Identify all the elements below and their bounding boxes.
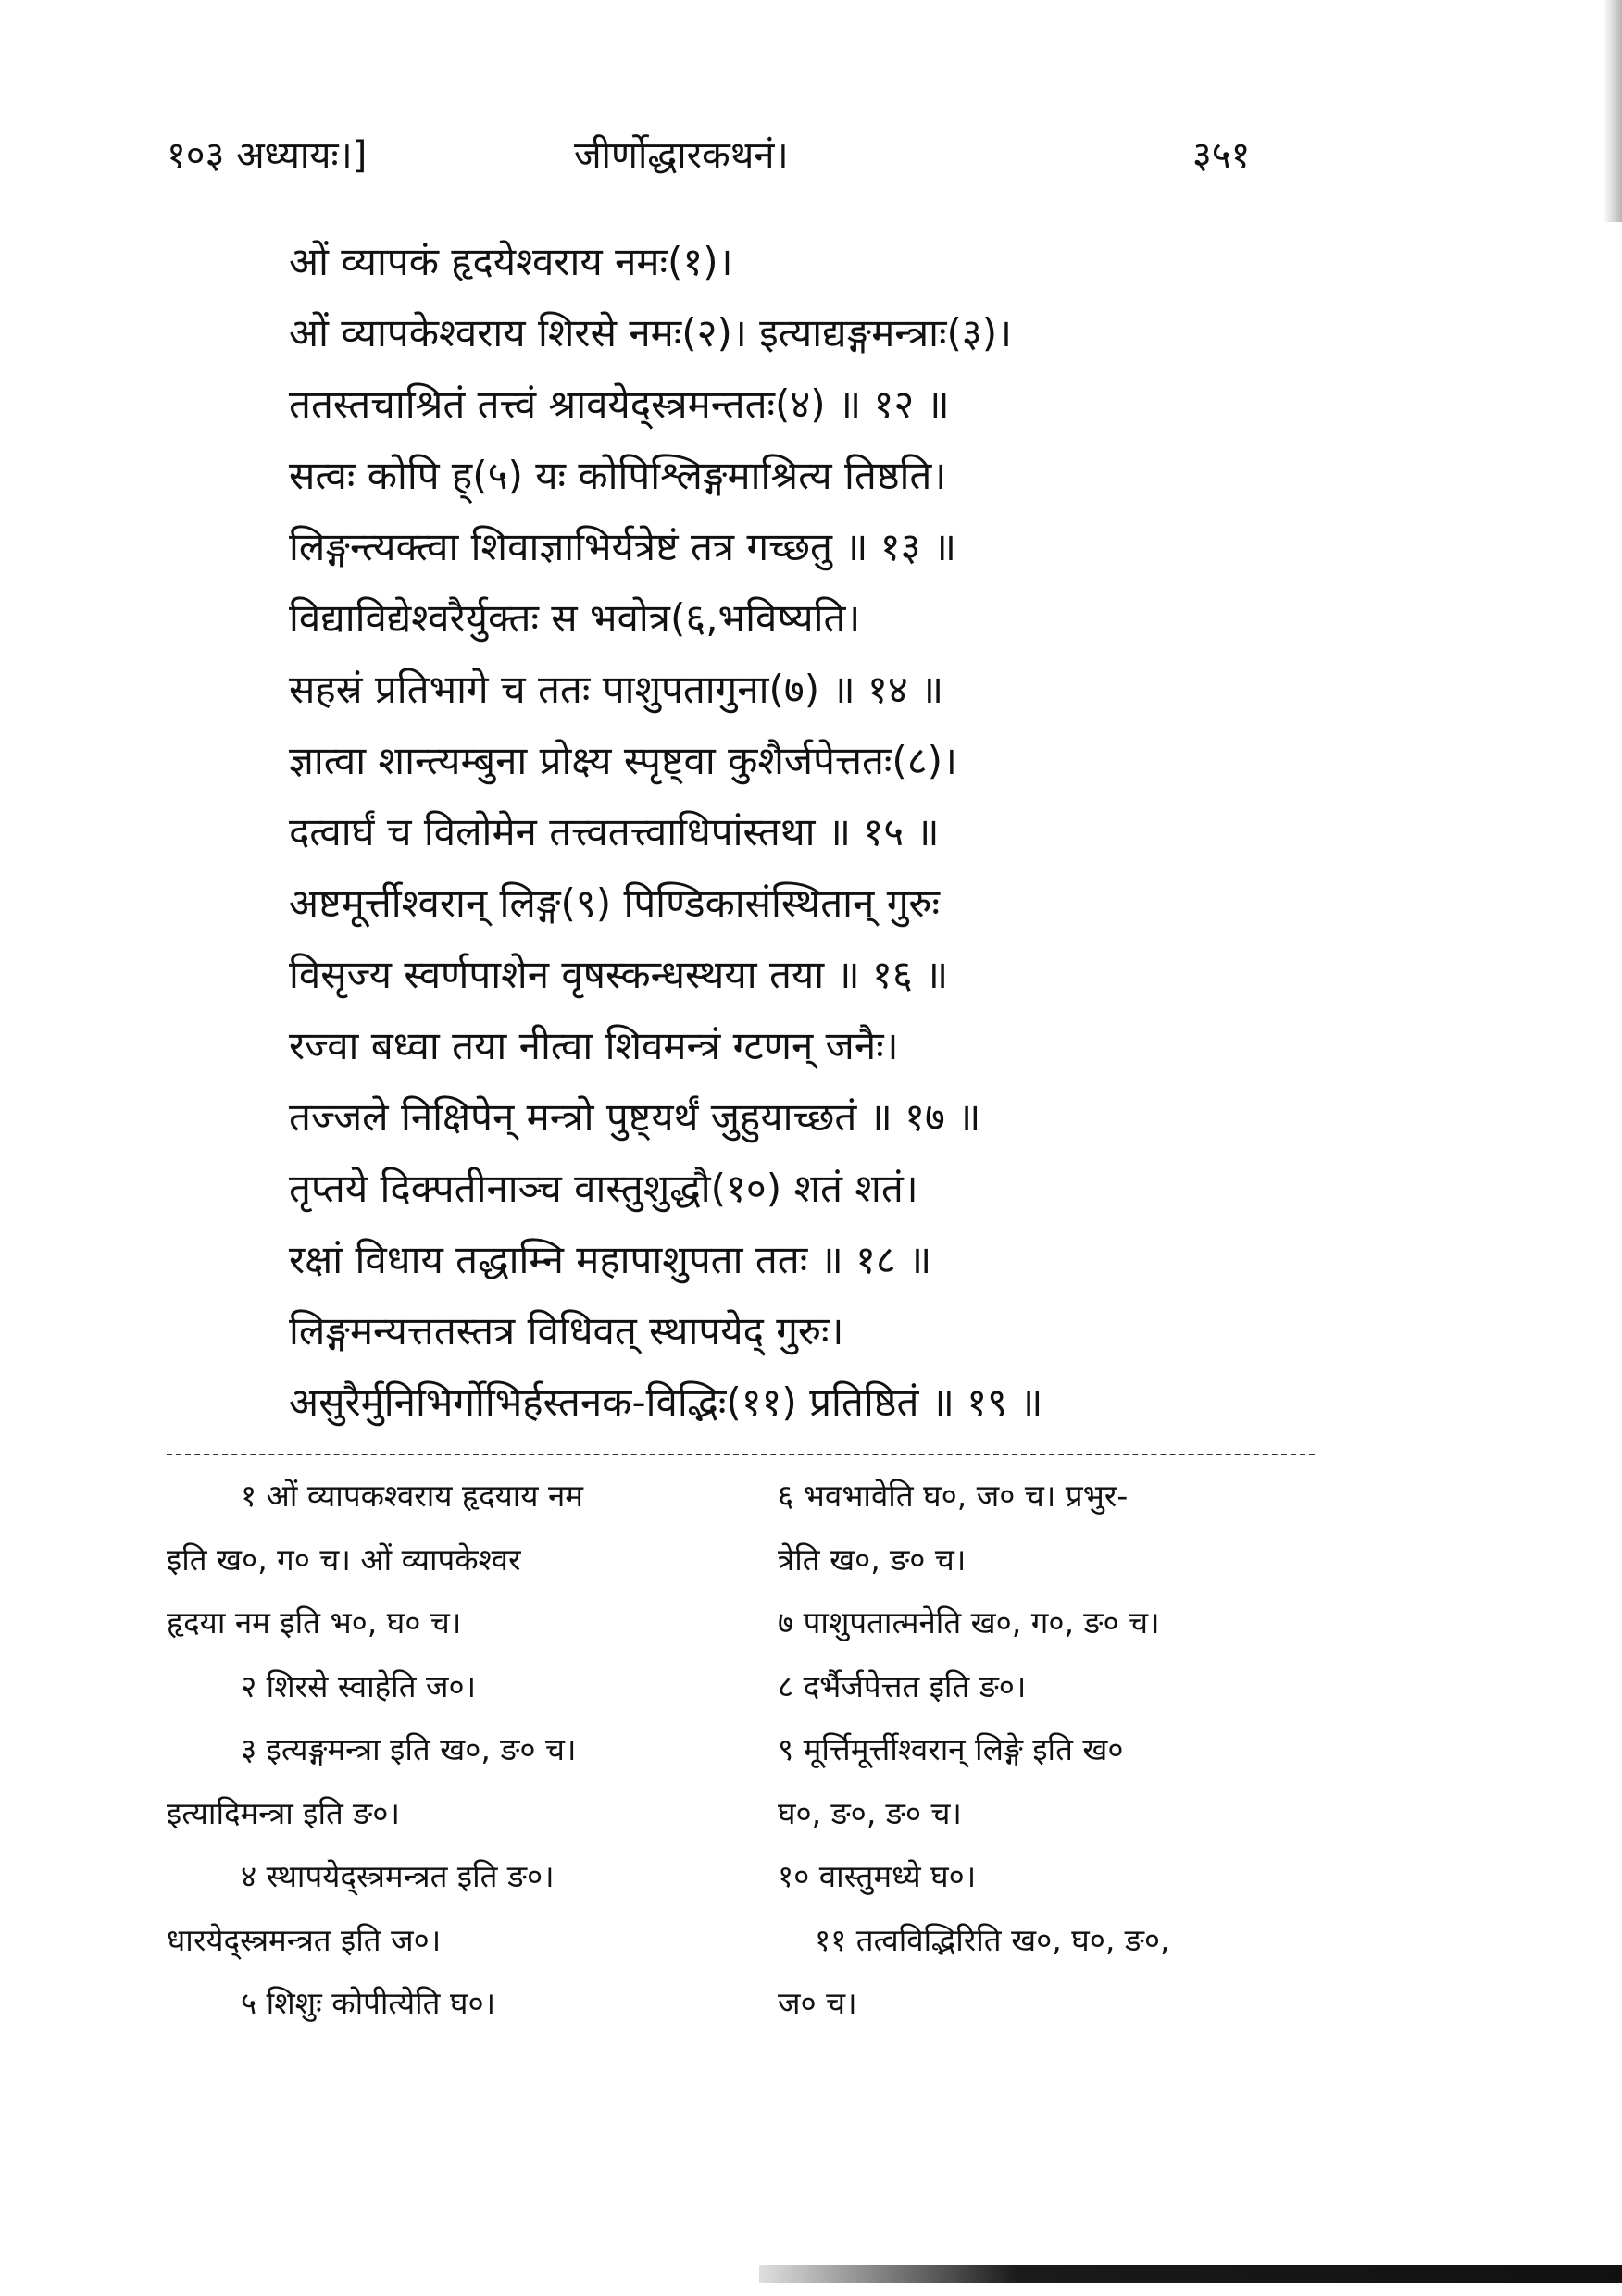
verse-line: सहस्रं प्रतिभागे च ततः पाशुपतागुना(७) ॥ १४ ॥ [289,667,944,712]
verse-line: तृप्तये दिक्पतीनाञ्च वास्तुशुद्धौ(१०) शतं शतं। [289,1166,918,1211]
footnote-line: इति ख०, ग० च। ओं व्यापकेश्वर [167,1541,521,1578]
footnote-line: ९ मूर्त्तिमूर्त्तीश्वरान् लिङ्गे इति ख० [778,1731,1124,1767]
page-edge-shadow [1603,0,1622,222]
verse-line: विद्याविद्येश्वरैर्युक्तः स भवोत्र(६,भविष्यति। [289,595,861,641]
verse-line: दत्वार्घं च विलोमेन तत्त्वतत्त्वाधिपांस्तथा ॥ १५ ॥ [289,809,940,855]
verse-line: लिङ्गमन्यत्ततस्तत्र विधिवत् स्थापयेद् गुरुः। [289,1308,844,1354]
footnotes-right-column [778,1465,1352,2036]
verse-line: विसृज्य स्वर्णपाशेन वृषस्कन्धस्थया तया ॥ १६ ॥ [289,952,949,997]
footnote-line: ३ इत्यङ्गमन्त्रा इति ख०, ङ० च। [241,1731,577,1767]
running-header [167,128,1278,183]
verse-line: सत्वः कोपि ह्(५) यः कोपिश्लिङ्गमाश्रित्य तिष्ठति। [289,453,947,498]
scan-edge-bar [759,2265,1622,2283]
footnote-line: ५ शिशुः कोपीत्येति घ०। [241,1985,496,2021]
footnote-line: त्रेति ख०, ङ० च। [778,1541,967,1578]
verse-line: ततस्तचाश्रितं तत्त्वं श्रावयेद्स्त्रमन्ततः(४) ॥ १२ ॥ [289,381,950,427]
footnote-line: ६ भवभावेति घ०, ज० च। प्रभुर- [778,1478,1129,1514]
page-title: जीर्णोद्धारकथनं। [574,134,789,177]
footnote-line: ७ पाशुपतात्मनेति ख०, ग०, ङ० च। [778,1604,1160,1641]
verse-line: असुरैर्मुनिभिर्गोभिर्हस्तनक-विद्भिः(११) प्रतिष्ठितं ॥ १९ ॥ [289,1379,1043,1425]
footnote-line: धारयेद्स्त्रमन्त्रत इति ज०। [167,1921,442,1958]
footnote-line: ज० च। [778,1985,857,2021]
footnote-line: २ शिरसे स्वाहेति ज०। [241,1667,477,1704]
footnote-line: १० वास्तुमध्ये घ०। [778,1858,977,1894]
verse-line: अष्टमूर्त्तीश्वरान् लिङ्ग(९) पिण्डिकासंस्थितान् गुरुः [289,880,940,926]
verse-line: ओं व्यापकं हृदयेश्वराय नमः(१)। [289,239,733,284]
footnote-line: १ ओं व्यापकश्वराय हृदयाय नम [241,1478,584,1514]
verse-line: ज्ञात्वा शान्त्यम्बुना प्रोक्ष्य स्पृष्ट्वा कुशैर्जपेत्ततः(८)। [289,738,957,783]
page-number: ३५१ [1192,134,1251,177]
verse-block [289,226,1307,1438]
footnote-line: ८ दर्भैर्जपेत्तत इति ङ०। [778,1667,1027,1704]
footnote-separator [167,1454,1315,1455]
verse-line: रज्वा बध्वा तया नीत्वा शिवमन्त्रं ग्टणन् जनैः। [289,1023,899,1068]
footnotes-left-column [167,1465,741,2036]
footnote-line: घ०, ङ०, ङ० च। [778,1794,962,1831]
verse-line: तज्जले निक्षिपेन् मन्त्रो पुष्ट्यर्थं जुहुयाच्छतं ॥ १७ ॥ [289,1094,981,1140]
verse-line: रक्षां विधाय तद्धाम्नि महापाशुपता ततः ॥ १८ ॥ [289,1237,932,1282]
footnote-line: हृदया नम इति भ०, घ० च। [167,1604,462,1641]
verse-line: ओं व्यापकेश्वराय शिरसे नमः(२)। इत्याद्यङ्गमन्त्राः(३)। [289,310,1013,356]
verse-line: लिङ्गन्त्यक्त्वा शिवाज्ञाभिर्यत्रेष्टं तत्र गच्छतु ॥ १३ ॥ [289,524,956,569]
chapter-label: १०३ अध्यायः।] [167,134,368,177]
footnote-line: ४ स्थापयेद्स्त्रमन्त्रत इति ङ०। [241,1858,555,1894]
footnote-line: ११ तत्वविद्भिरिति ख०, घ०, ङ०, [815,1921,1170,1958]
footnote-line: इत्यादिमन्त्रा इति ङ०। [167,1794,400,1831]
